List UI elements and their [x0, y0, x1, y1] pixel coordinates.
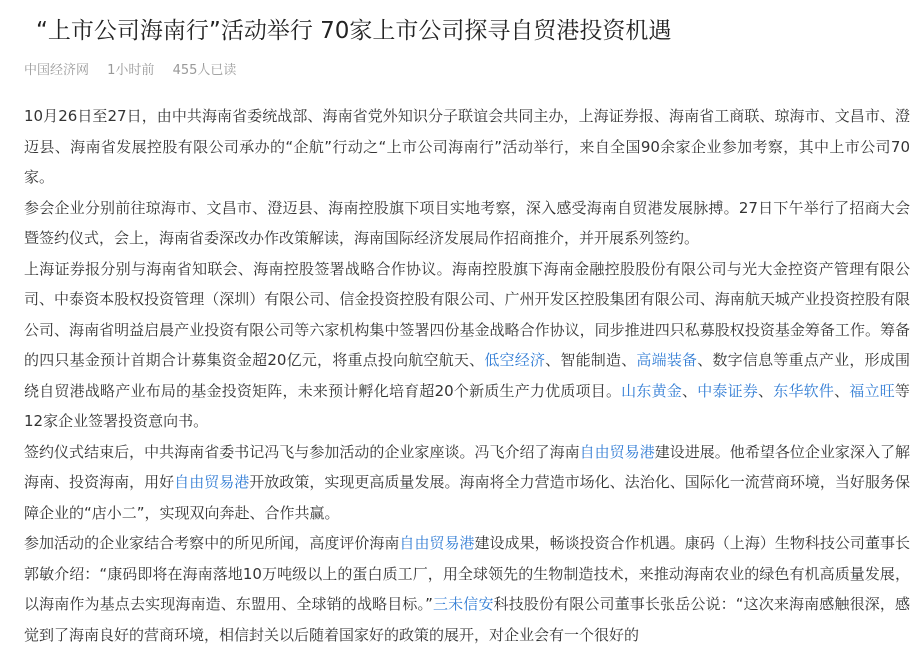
- article-meta: [24, 62, 250, 80]
- stock-link-zhongtai-securities[interactable]: 中泰证券: [697, 381, 759, 400]
- paragraph-2: 参会企业分别前往琼海市、文昌市、澄迈县、海南控股旗下项目实地考察，深入感受海南自贸港发展脉搏。27日下午举行了招商大会暨签约仪式，会上，海南省委深改办作改策解读，海南国际经济发展局作招商推介，并开展系列签约。: [24, 198, 910, 247]
- paragraph-4-text: 建设进展。他希望各位企业家深入了解海南、投资海南，用好: [24, 442, 910, 491]
- paragraph-4: [24, 437, 910, 529]
- separator: 、: [758, 381, 774, 400]
- stock-link-sanwei-xinan[interactable]: 三未信安: [432, 595, 494, 613]
- paragraph-4-text: 签约仪式结束后，中共海南省委书记冯飞与参加活动的企业家座谈。冯飞介绍了海南: [24, 442, 580, 461]
- article-body: [24, 101, 910, 650]
- keyword-link-free-trade-port[interactable]: 自由贸易港: [579, 442, 655, 461]
- paragraph-3-text: 、智能制造、: [545, 351, 637, 369]
- read-count: 455人已读: [172, 63, 237, 78]
- source-label[interactable]: 中国经济网: [24, 63, 90, 78]
- keyword-link-low-altitude-economy[interactable]: 低空经济: [484, 351, 546, 369]
- paragraph-3-text: 上海证券报分别与海南省知联会、海南控股签署战略合作协议。海南控股旗下海南金融控股股份有限公司与光大金控资产管理有限公司、中泰资本股权投资管理（深圳）有限公司、信金投资控股有限公司、广州开发区控股集团有限公司、海南航天城产业投资控股有限公司、海南省明益启晨产业投资有限公司等六家机构集中签署四份基金战略合作协议，同步推进四只私募股权投资基金筹备工作。筹备的四只基金预计首期合计募集资金超20亿元，将重点投向航空航天、: [24, 259, 910, 369]
- stock-link-shandong-gold[interactable]: 山东黄金: [621, 381, 682, 400]
- paragraph-3-text: 等12家企业签署投资意向书。: [24, 381, 910, 430]
- stock-link-fuliwang[interactable]: 福立旺: [849, 381, 895, 400]
- paragraph-5-text: 科技股份有限公司董事长张岳公说：“这次来海南感触很深，感觉到了海南良好的营商环境，相信封关以后随着国家好的政策的展开，对企业会有一个很好的: [24, 595, 910, 644]
- paragraph-1: 10月26日至27日，由中共海南省委统战部、海南省党外知识分子联谊会共同主办，上海证券报、海南省工商联、琼海市、文昌市、澄迈县、海南省发展控股有限公司承办的“企航”行动之“上市公司海南行”活动举行，来自全国90余家企业参加考察，其中上市公司70家。: [24, 107, 910, 186]
- keyword-link-high-end-equipment[interactable]: 高端装备: [636, 351, 698, 369]
- paragraph-3: [24, 254, 910, 437]
- paragraph-3-text: 、数字信息等重点产业，形成围绕自贸港战略产业布局的基金投资矩阵，未来预计孵化培育超20个新质生产力优质项目。: [24, 351, 910, 400]
- paragraph-5: [24, 528, 910, 650]
- keyword-link-free-trade-port[interactable]: 自由贸易港: [174, 473, 250, 491]
- stock-link-donghua-software[interactable]: 东华软件: [773, 381, 835, 400]
- publish-time: 1小时前: [107, 63, 155, 78]
- paragraph-5-text: 建设成果，畅谈投资合作机遇。康码（上海）生物科技公司董事长郭敏介绍：“康码即将在海南落地10万吨级以上的蛋白质工厂，用全球领先的生物制造技术，来推动海南农业的绿色有机高质量发展，以海南作为基点去实现海南造、东盟用、全球销的战略目标。”: [24, 534, 910, 613]
- keyword-link-free-trade-port[interactable]: 自由贸易港: [399, 534, 475, 552]
- paragraph-5-text: 参加活动的企业家结合考察中的所见所闻，高度评价海南: [24, 534, 400, 552]
- separator: 、: [681, 381, 698, 400]
- paragraph-4-text: 开放政策，实现更高质量发展。海南将全力营造市场化、法治化、国际化一流营商环境，当好服务保障企业的“店小二”，实现双向奔赴、合作共赢。: [24, 473, 910, 522]
- article-title: “上市公司海南行”活动举行 70家上市公司探寻自贸港投资机遇: [36, 18, 672, 44]
- separator: 、: [834, 381, 850, 400]
